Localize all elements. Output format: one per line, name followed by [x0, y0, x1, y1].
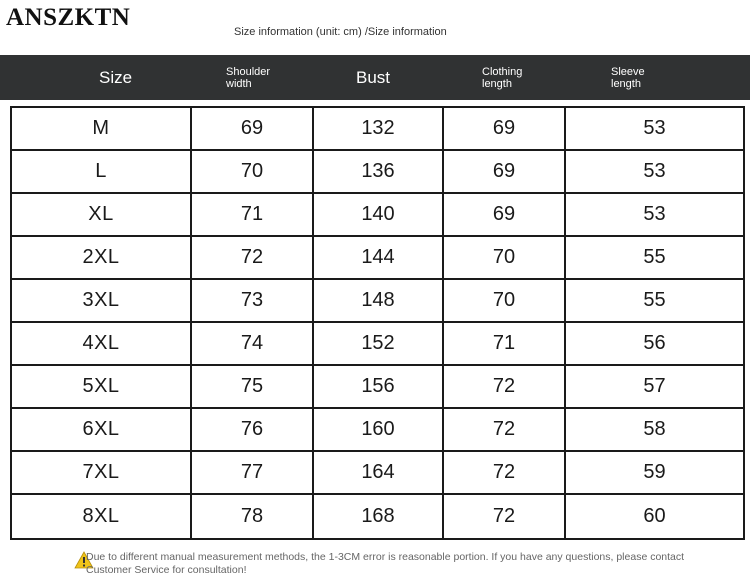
table-cell-bust: 156: [314, 366, 444, 409]
table-cell-length: 70: [444, 280, 566, 323]
table-cell-length: 72: [444, 366, 566, 409]
table-cell-shoulder: 72: [192, 237, 314, 280]
table-cell-bust: 148: [314, 280, 444, 323]
table-cell-bust: 132: [314, 108, 444, 151]
table-cell-shoulder: 70: [192, 151, 314, 194]
table-cell-shoulder: 78: [192, 495, 314, 538]
table-cell-sleeve: 55: [566, 280, 743, 323]
table-cell-sleeve: 55: [566, 237, 743, 280]
size-table: [10, 106, 745, 540]
table-cell-bust: 168: [314, 495, 444, 538]
table-cell-size: L: [12, 151, 192, 194]
measurement-notice: Due to different manual measurement methods, the 1-3CM error is reasonable portion. If you have any questions, please contact Customer Service for consultation!: [86, 551, 685, 576]
table-cell-length: 69: [444, 108, 566, 151]
table-cell-bust: 136: [314, 151, 444, 194]
table-cell-shoulder: 75: [192, 366, 314, 409]
table-cell-bust: 144: [314, 237, 444, 280]
table-cell-shoulder: 73: [192, 280, 314, 323]
header-clothing-length: Clothing length: [482, 65, 523, 90]
table-cell-sleeve: 58: [566, 409, 743, 452]
header-bust: Bust: [356, 67, 391, 87]
table-cell-length: 69: [444, 194, 566, 237]
table-cell-sleeve: 57: [566, 366, 743, 409]
table-header: [0, 55, 750, 100]
table-cell-size: 4XL: [12, 323, 192, 366]
header-size: Size: [99, 67, 133, 87]
table-cell-size: M: [12, 108, 192, 151]
table-cell-bust: 160: [314, 409, 444, 452]
table-cell-size: 5XL: [12, 366, 192, 409]
brand-logo: ANSZKTN: [6, 4, 131, 31]
table-cell-bust: 152: [314, 323, 444, 366]
header-shoulder-width: Shoulder width: [226, 65, 271, 90]
table-cell-sleeve: 56: [566, 323, 743, 366]
table-cell-length: 72: [444, 495, 566, 538]
table-cell-size: 2XL: [12, 237, 192, 280]
table-cell-size: 6XL: [12, 409, 192, 452]
table-cell-shoulder: 77: [192, 452, 314, 495]
table-cell-bust: 140: [314, 194, 444, 237]
size-info-title: Size information (unit: cm) /Size information: [234, 26, 447, 38]
table-cell-sleeve: 53: [566, 108, 743, 151]
table-cell-size: XL: [12, 194, 192, 237]
table-cell-length: 69: [444, 151, 566, 194]
table-cell-size: 3XL: [12, 280, 192, 323]
table-cell-length: 71: [444, 323, 566, 366]
table-cell-sleeve: 53: [566, 194, 743, 237]
table-cell-sleeve: 59: [566, 452, 743, 495]
table-cell-length: 70: [444, 237, 566, 280]
table-cell-size: 8XL: [12, 495, 192, 538]
table-cell-shoulder: 74: [192, 323, 314, 366]
table-cell-shoulder: 69: [192, 108, 314, 151]
table-cell-length: 72: [444, 409, 566, 452]
table-cell-length: 72: [444, 452, 566, 495]
table-cell-shoulder: 71: [192, 194, 314, 237]
header-sleeve-length: Sleeve length: [611, 65, 645, 90]
table-cell-shoulder: 76: [192, 409, 314, 452]
table-cell-sleeve: 60: [643, 505, 666, 527]
table-cell-size: 7XL: [12, 452, 192, 495]
table-cell-sleeve: 53: [566, 151, 743, 194]
table-cell-bust: 164: [314, 452, 444, 495]
